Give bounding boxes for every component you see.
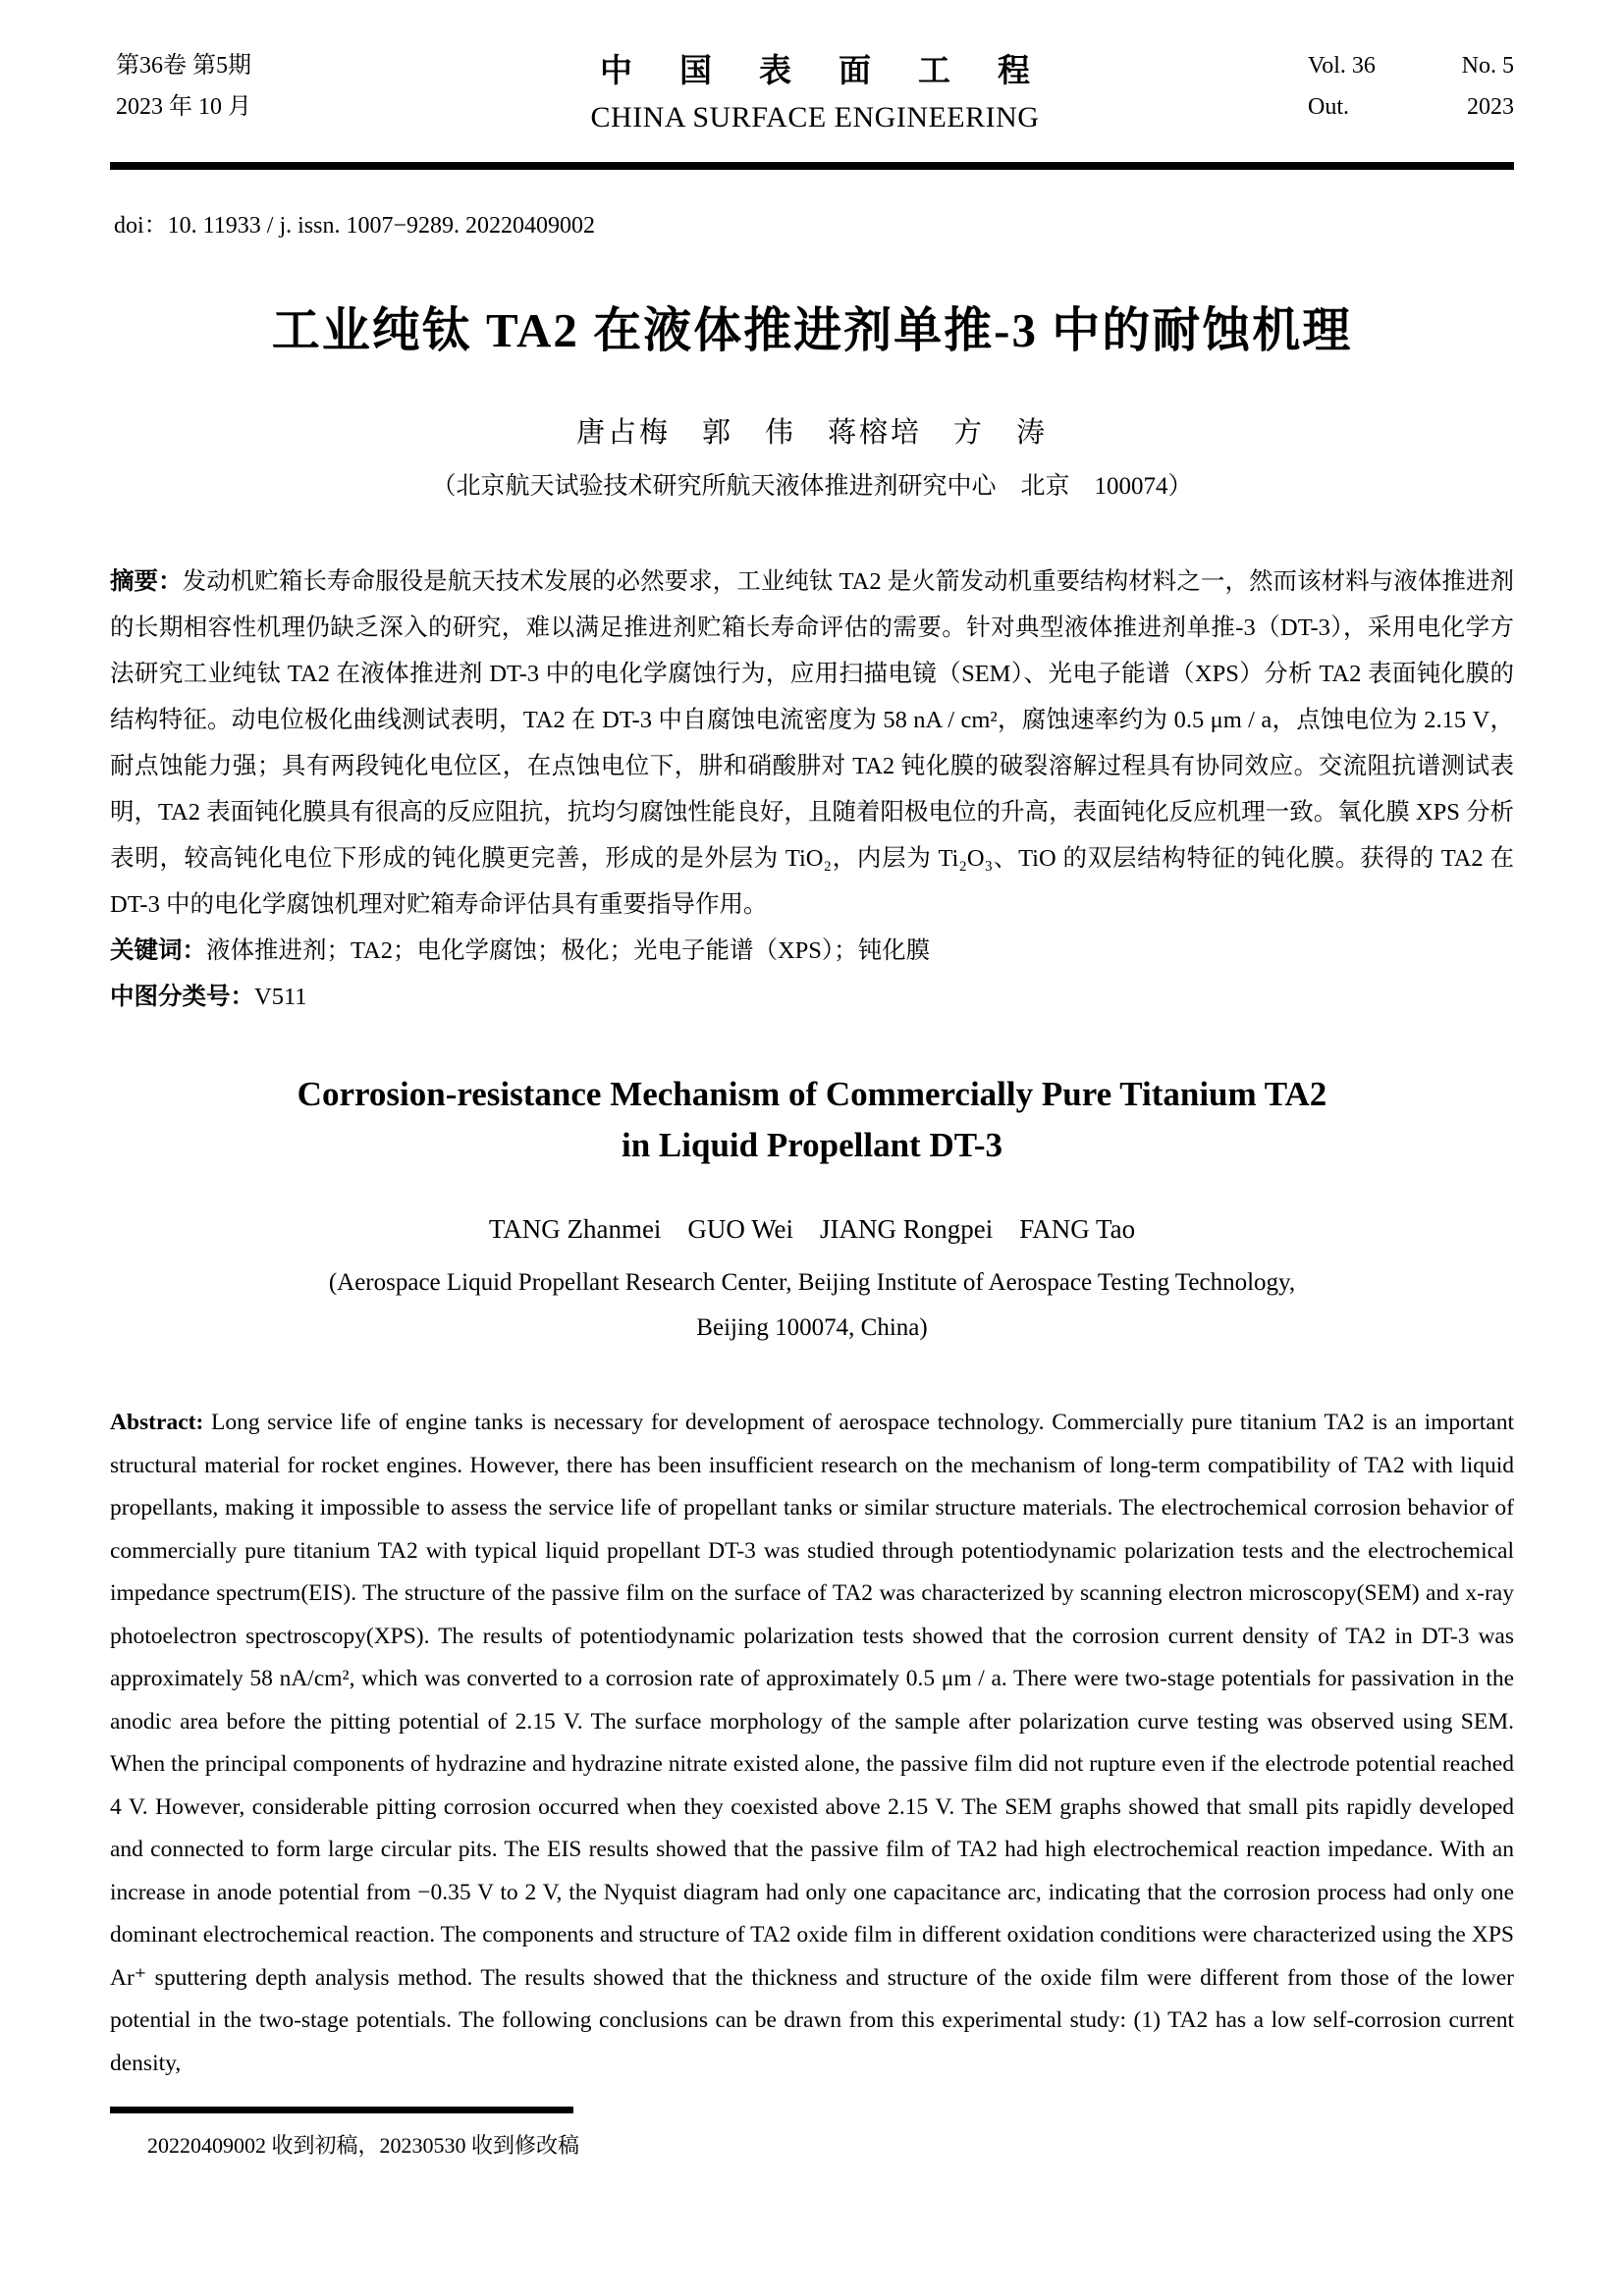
header-divider-rule (110, 162, 1514, 170)
abstract-zh (110, 559, 1514, 928)
journal-header (110, 0, 1514, 134)
paper-title-en-line2: in Liquid Propellant DT-3 (621, 1126, 1003, 1164)
paper-page (110, 0, 1520, 2296)
volume-issue-en (1308, 45, 1514, 86)
journal-title-block (322, 45, 1308, 134)
authors-zh: 唐占梅 郭 伟 蒋榕培 方 涛 (575, 417, 1048, 449)
paper-title-en (110, 1069, 1514, 1171)
authors-en: TANG Zhanmei GUO Wei JIANG Rongpei FANG Tao (488, 1214, 1136, 1244)
date-en (1308, 86, 1514, 128)
abstract-en (110, 1402, 1520, 2085)
paper-title-en-line1: Corrosion-resistance Mechanism of Commercially Pure Titanium TA2 (297, 1075, 1327, 1113)
clc-number (110, 974, 1514, 1020)
journal-title-en: CHINA SURFACE ENGINEERING (590, 101, 1040, 133)
abstract-en-label: Abstract: (110, 1410, 204, 1435)
journal-issue-info-en (1308, 45, 1514, 128)
month-label: Out. (1308, 94, 1349, 120)
keywords-zh-text: 液体推进剂；TA2；电化学腐蚀；极化；光电子能谱（XPS）；钝化膜 (206, 937, 931, 964)
footnote-rule (110, 2107, 573, 2113)
volume-issue-zh: 第36卷 第5期 (116, 53, 251, 79)
vol-label: Vol. 36 (1308, 53, 1376, 79)
no-label: No. 5 (1461, 53, 1514, 79)
keywords-zh-label: 关键词： (110, 937, 206, 964)
affiliation-en-line1: (Aerospace Liquid Propellant Research Center, Beijing Institute of Aerospace Testing Technology, (328, 1269, 1296, 1296)
manuscript-received-note: 20220409002 收到初稿，20230530 收到修改稿 (147, 2133, 580, 2158)
affiliation-zh: （北京航天试验技术研究所航天液体推进剂研究中心 北京 100074） (431, 473, 1193, 500)
affiliation-en (110, 1260, 1514, 1351)
affiliation-en-line2: Beijing 100074, China) (696, 1314, 928, 1341)
clc-value: V511 (254, 984, 307, 1010)
date-zh: 2023 年 10 月 (116, 94, 251, 120)
abstract-en-text: Long service life of engine tanks is necessary for development of aerospace technology. Commercially pure titanium TA2 is an important structural material for rocket engines. However, there has been insufficient research on the mechanism of long-term compatibility of TA2 with liquid propellants, making it impossible to assess the service life of propellant tanks or similar structure materials. The electrochemical corrosion behavior of commercially pure titanium TA2 with typical liquid propellant DT-3 was studied through potentiodynamic polarization tests and the electrochemical impedance spectrum(EIS). The structure of the passive film on the surface of TA2 was characterized by scanning electron microscopy(SEM) and x-ray photoelectron spectroscopy(XPS). The results of potentiodynamic polarization tests showed that the corrosion current density of TA2 in DT-3 was approximately 58 nA/cm², which was converted to a corrosion rate of approximately 0.5 μm / a. There were two-stage potentials for passivation in the anodic area before the pitting potential of 2.15 V. The surface morphology of the sample after polarization curve testing was observed using SEM. When the principal components of hydrazine and hydrazine nitrate existed alone, the passive film did not rupture even if the electrode potential reached 4 V. However, considerable pitting corrosion occurred when they coexisted above 2.15 V. The SEM graphs showed that small pits rapidly developed and connected to form large circular pits. The EIS results showed that the passive film of TA2 had high electrochemical reaction impedance. With an increase in anode potential from −0.35 V to 2 V, the Nyquist diagram had only one capacitance arc, indicating that the corrosion process had only one dominant electrochemical reaction. The components and structure of TA2 oxide film in different oxidation conditions were characterized using the XPS Ar⁺ sputtering depth analysis method. The results showed that the thickness and structure of the oxide film were different from those of the lower potential in the two-stage potentials. The following conclusions can be drawn from this experimental study: (1) TA2 has a low self-corrosion current density, (110, 1410, 1520, 2076)
abstract-zh-label: 摘要： (110, 568, 183, 595)
journal-title-zh: 中国表面工程 (600, 54, 1077, 89)
journal-issue-info-zh (110, 45, 322, 128)
keywords-zh (110, 928, 1514, 974)
clc-label: 中图分类号： (110, 984, 254, 1010)
abstract-zh-text: 发动机贮箱长寿命服役是航天技术发展的必然要求，工业纯钛 TA2 是火箭发动机重要结构材料之一，然而该材料与液体推进剂的长期相容性机理仍缺乏深入的研究，难以满足推进剂贮箱长寿命评估的需要。针对典型液体推进剂单推-3（DT-3），采用电化学方法研究工业纯钛 TA2 在液体推进剂 DT-3 中的电化学腐蚀行为，应用扫描电镜（SEM）、光电子能谱（XPS）分析 TA2 表面钝化膜的结构特征。动电位极化曲线测试表明，TA2 在 DT-3 中自腐蚀电流密度为 58 nA / cm²，腐蚀速率约为 0.5 μm / a，点蚀电位为 2.15 V，耐点蚀能力强；具有两段钝化电位区，在点蚀电位下，肼和硝酸肼对 TA2 钝化膜的破裂溶解过程具有协同效应。交流阻抗谱测试表明，TA2 表面钝化膜具有很高的反应阻抗，抗均匀腐蚀性能良好，且随着阳极电位的升高，表面钝化反应机理一致。氧化膜 XPS 分析表明，较高钝化电位下形成的钝化膜更完善，形成的是外层为 TiO₂，内层为 Ti₂O₃、TiO 的双层结构特征的钝化膜。获得的 TA2 在 DT-3 中的电化学腐蚀机理对贮箱寿命评估具有重要指导作用。 (110, 568, 1514, 918)
footnote-block (110, 2107, 1514, 2160)
paper-title-zh: 工业纯钛 TA2 在液体推进剂单推-3 中的耐蚀机理 (271, 303, 1353, 357)
doi-line: doi：10. 11933 / j. issn. 1007−9289. 20220409002 (114, 213, 595, 239)
year-label: 2023 (1467, 94, 1514, 120)
